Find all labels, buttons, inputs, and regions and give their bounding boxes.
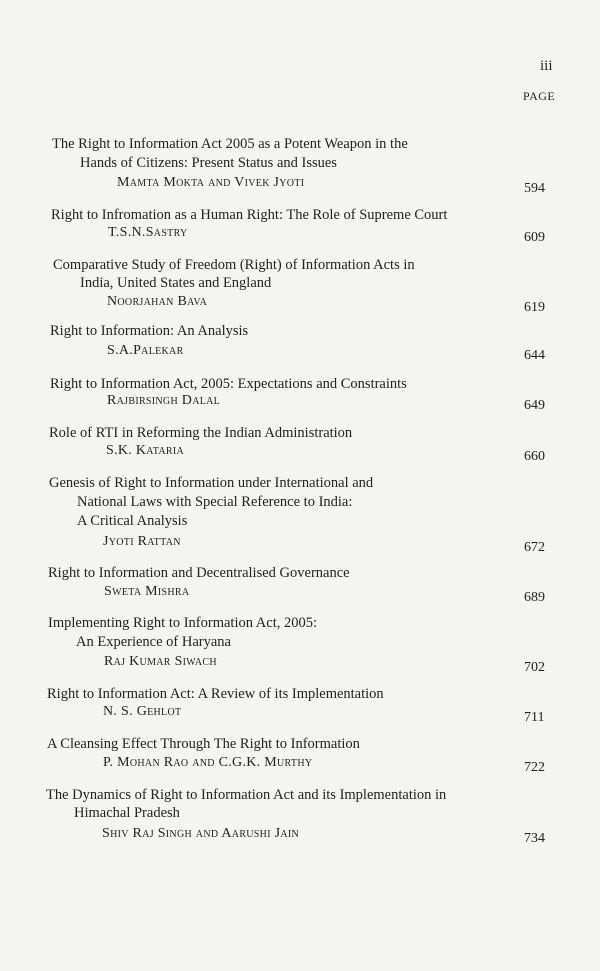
entry-page: 702 [524,660,545,675]
entry-title-line: The Dynamics of Right to Information Act and its Implementation in [46,787,447,803]
entry-page: 722 [524,760,545,775]
entry-title-line: A Cleansing Effect Through The Right to Information [47,736,360,752]
entry-authors: Shiv Raj Singh and Aarushi Jain [102,826,300,841]
entry-title-line: Right to Information Act, 2005: Expectations and Constraints [50,376,407,392]
entry-authors: N. S. Gehlot [103,704,182,719]
entry-title-line: Implementing Right to Information Act, 2005: [48,615,318,631]
page-column-heading: PAGE [523,89,556,103]
entry-title-line: Right to Information Act: A Review of its Implementation [47,686,384,702]
entry-title-line: A Critical Analysis [77,513,188,529]
entry-title-line: Himachal Pradesh [74,805,180,821]
entry-page: 660 [524,449,545,464]
entry-authors: Jyoti Rattan [103,534,181,549]
entry-page: 609 [524,230,545,245]
entry-page: 644 [524,348,545,363]
entry-authors: T.S.N.Sastry [108,225,188,240]
entry-title-line: National Laws with Special Reference to India: [77,494,353,510]
entry-authors: Raj Kumar Siwach [104,654,217,669]
entry-page: 672 [524,540,545,555]
entry-title-line: Hands of Citizens: Present Status and Issues [80,155,337,171]
entry-authors: Sweta Mishra [104,584,190,599]
entry-title-line: Right to Infromation as a Human Right: The Role of Supreme Court [51,207,448,223]
entry-page: 734 [524,831,545,846]
entry-title-line: India, United States and England [80,275,272,291]
entry-authors: Noorjahan Bava [107,294,208,309]
entry-page: 711 [524,710,545,725]
entry-title-line: The Right to Information Act 2005 as a Potent Weapon in the [52,136,408,152]
entry-authors: P. Mohan Rao and C.G.K. Murthy [103,755,313,770]
entry-title-line: Genesis of Right to Information under International and [49,475,374,491]
entry-page: 594 [524,181,545,196]
entry-page: 649 [524,398,545,413]
entry-page: 619 [524,300,545,315]
entry-title-line: Role of RTI in Reforming the Indian Administration [49,425,353,441]
entry-title-line: An Experience of Haryana [76,634,231,650]
entry-title-line: Right to Information: An Analysis [50,323,249,339]
page-number: iii [540,58,553,74]
entry-authors: S.A.Palekar [107,343,184,358]
entry-authors: S.K. Kataria [106,443,184,458]
entry-page: 689 [524,590,545,605]
entry-title-line: Right to Information and Decentralised Governance [48,565,350,581]
entry-title-line: Comparative Study of Freedom (Right) of Information Acts in [53,257,415,273]
entry-authors: Rajbirsingh Dalal [107,393,221,408]
entry-authors: Mamta Mokta and Vivek Jyoti [117,175,305,190]
